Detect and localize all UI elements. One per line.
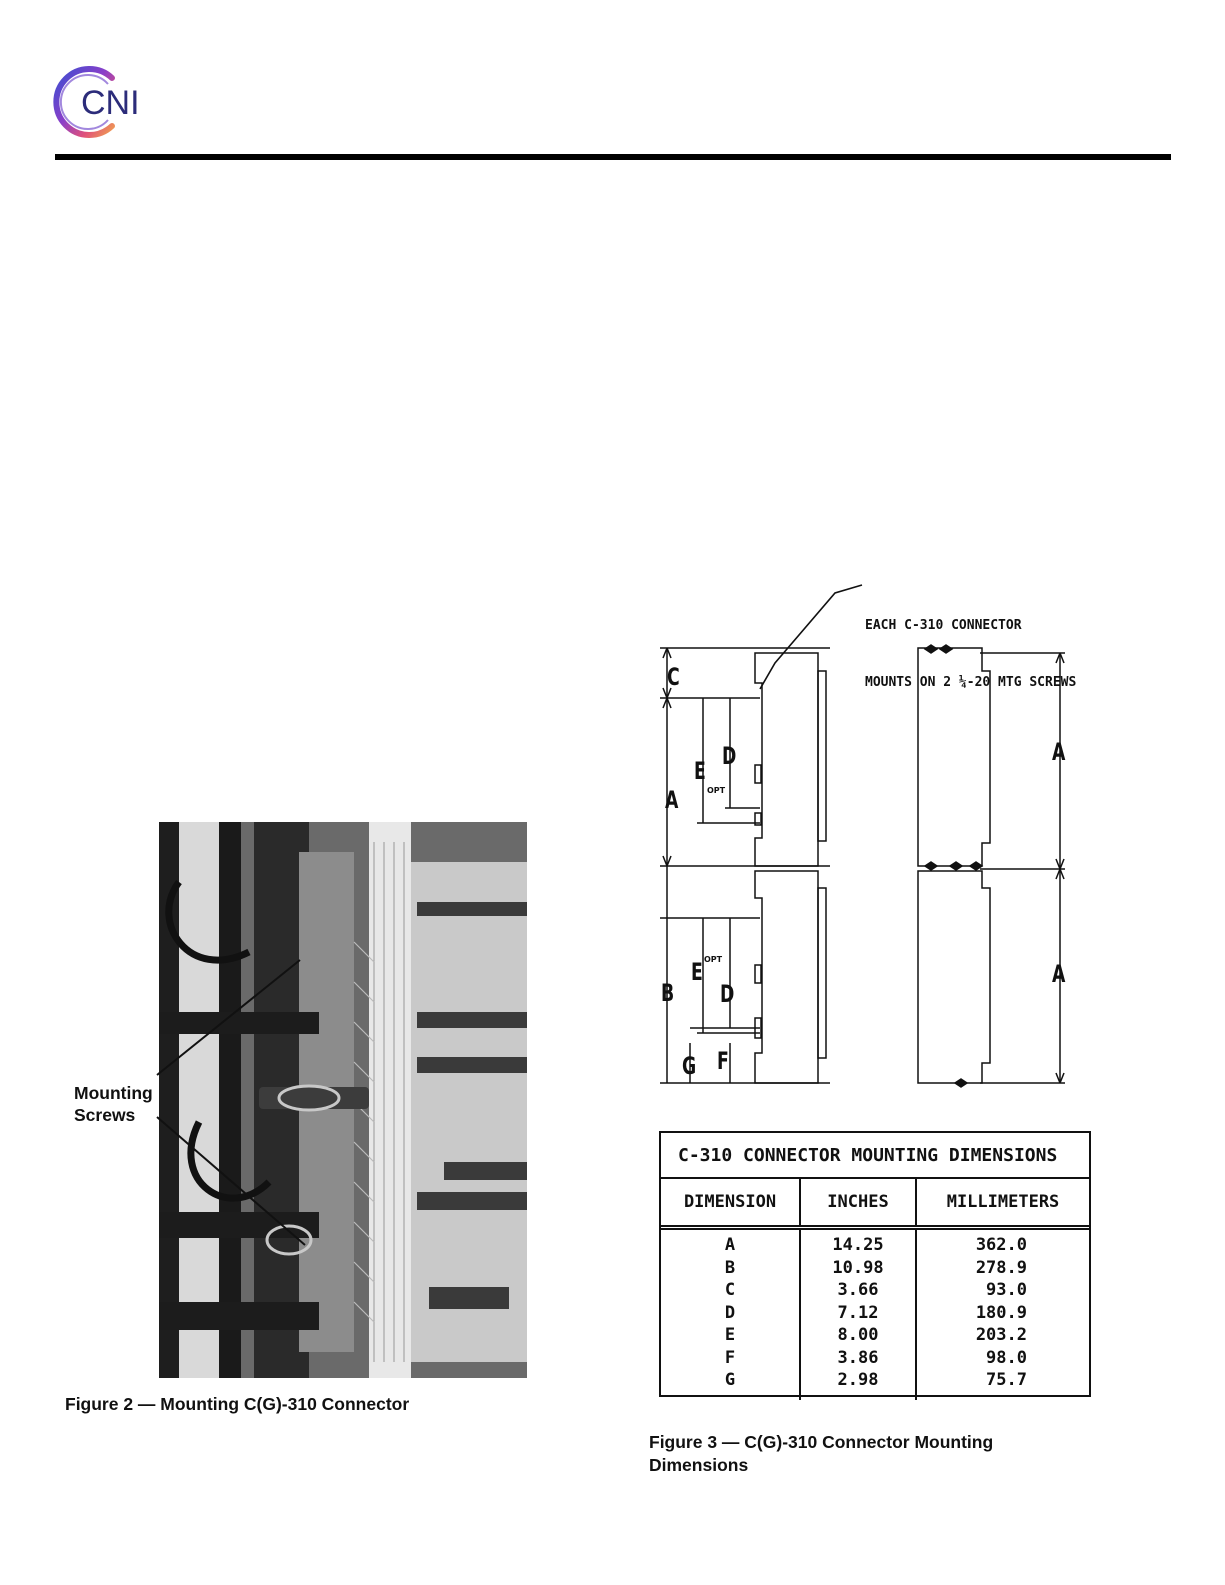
table-header-row	[661, 1179, 1089, 1230]
dim-label-e-lower: E	[691, 958, 703, 986]
dim-label-a-right-lower: A	[1052, 960, 1066, 988]
cni-logo	[50, 62, 160, 142]
figure-3-caption	[649, 1431, 1069, 1477]
svg-text:CNI: CNI	[81, 84, 140, 122]
dim-label-e-upper: E	[694, 757, 706, 785]
cni-ring-logo-icon	[50, 62, 160, 142]
table-cell: F	[724, 1347, 736, 1368]
inches-column	[801, 1230, 917, 1400]
dim-label-d-upper: D	[722, 742, 737, 770]
dim-label-a-right-upper: A	[1052, 738, 1066, 766]
table-cell: A	[724, 1235, 736, 1255]
table-body	[661, 1230, 1089, 1400]
header-millimeters: MILLIMETERS	[946, 1192, 1060, 1212]
note-line-2: MOUNTS ON 2 ¼-20 MTG SCREWS	[865, 675, 1077, 690]
table-cell: 3.86	[837, 1347, 879, 1368]
table-cell: 203.2	[975, 1325, 1027, 1345]
header-inches: INCHES	[801, 1179, 917, 1225]
callout-line-2: Screws	[74, 1105, 136, 1125]
table-cell: 10.98	[832, 1257, 884, 1278]
table-cell: 2.98	[837, 1370, 879, 1390]
table-cell: 180.9	[975, 1302, 1027, 1323]
dimension-column	[661, 1230, 801, 1400]
dim-label-b: B	[661, 979, 675, 1007]
callout-line-1: Mounting	[74, 1083, 153, 1103]
dim-label-a-left: A	[665, 786, 679, 814]
dim-label-g: G	[682, 1052, 697, 1080]
table-cell: D	[724, 1302, 736, 1323]
table-cell: G	[724, 1370, 736, 1390]
millimeters-column	[917, 1230, 1089, 1400]
opt-label-upper: OPT	[707, 786, 726, 795]
figure-2-caption: Figure 2 — Mounting C(G)-310 Connector	[65, 1394, 410, 1414]
dim-label-d-lower: D	[720, 980, 735, 1008]
table-cell: 14.25	[832, 1235, 884, 1255]
table-cell: 362.0	[975, 1235, 1027, 1255]
table-cell: 93.0	[986, 1280, 1027, 1300]
table-cell: 278.9	[975, 1257, 1027, 1278]
dim-label-f: F	[717, 1047, 729, 1075]
mounting-dimensions-table	[659, 1131, 1091, 1397]
connector-mounting-photo	[159, 822, 527, 1378]
caption-line-1: Figure 3 — C(G)-310 Connector Mounting	[649, 1432, 994, 1452]
table-cell: B	[724, 1257, 736, 1278]
header-dimension: DIMENSION	[661, 1179, 801, 1225]
header-rule	[55, 154, 1171, 160]
table-cell: 7.12	[837, 1302, 879, 1323]
dim-label-c: C	[667, 663, 680, 691]
table-cell: 75.7	[986, 1370, 1027, 1390]
mounting-screws-callout	[74, 1082, 153, 1126]
caption-line-2: Dimensions	[649, 1455, 749, 1475]
table-cell: C	[724, 1280, 736, 1300]
table-title: C-310 CONNECTOR MOUNTING DIMENSIONS	[661, 1133, 1089, 1179]
opt-label-lower: OPT	[704, 955, 723, 964]
table-cell: E	[724, 1325, 736, 1345]
note-line-1: EACH C-310 CONNECTOR	[865, 618, 1022, 633]
table-cell: 3.66	[837, 1280, 879, 1300]
table-cell: 8.00	[837, 1325, 879, 1345]
table-cell: 98.0	[986, 1347, 1027, 1368]
mounting-screw-note	[865, 578, 1076, 711]
